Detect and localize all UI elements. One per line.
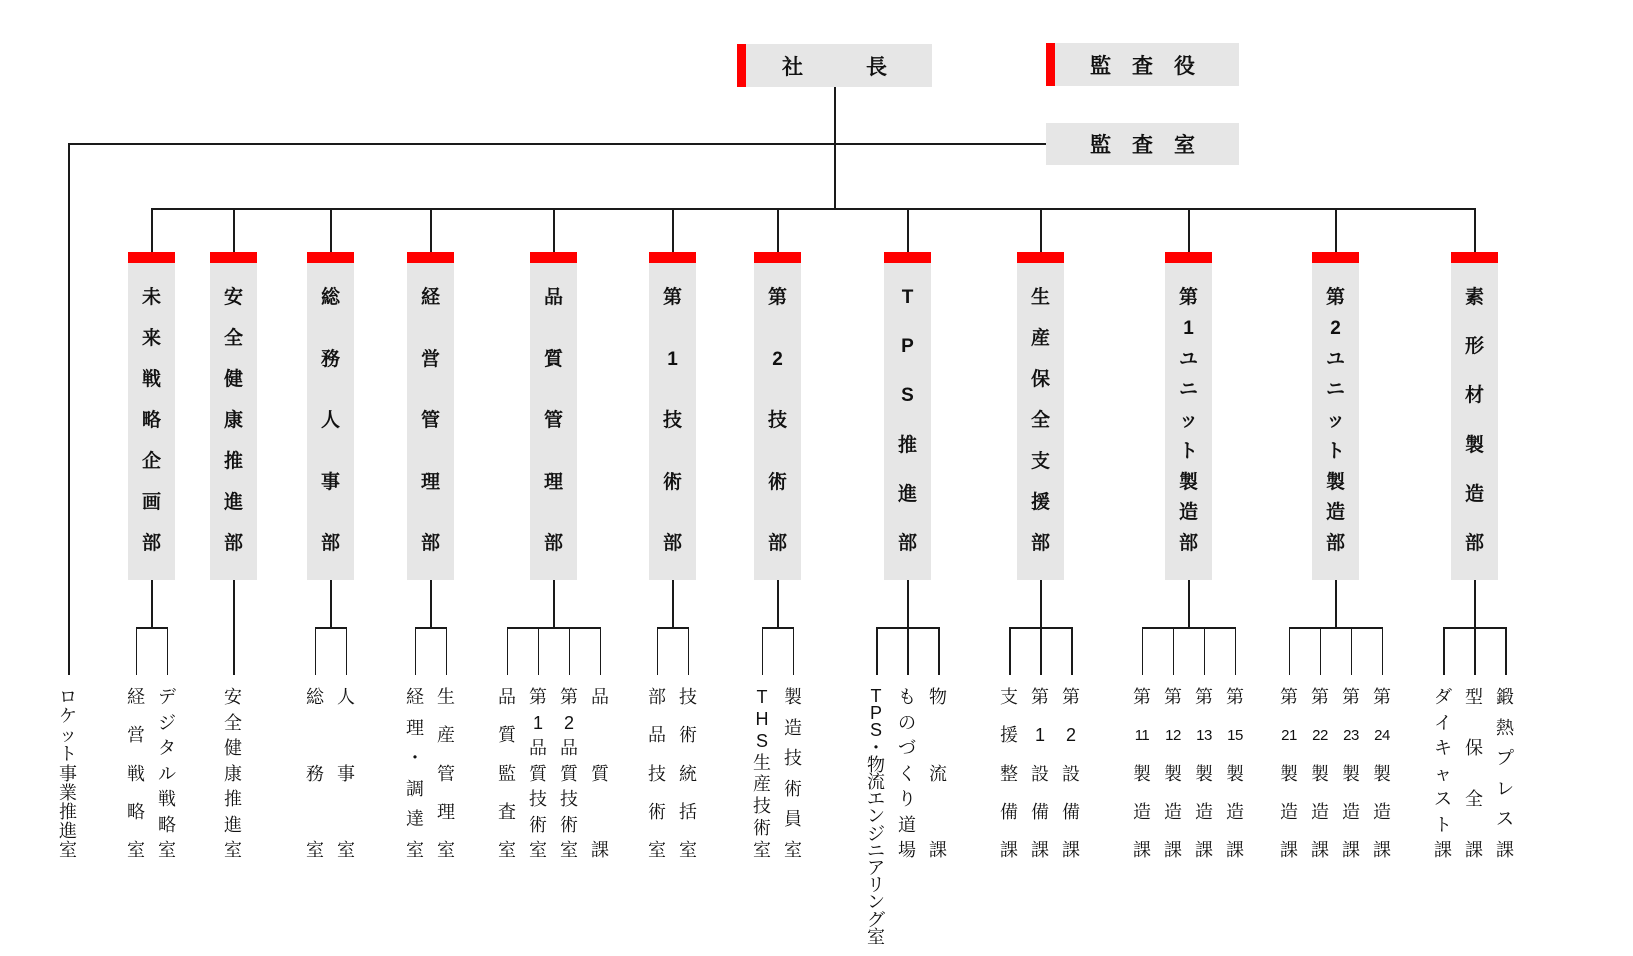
child-label: 品 質 監 査 室 xyxy=(498,687,516,860)
president-connector-line xyxy=(834,87,836,208)
child-label: 型 保 全 課 xyxy=(1465,687,1483,860)
child-stub-line xyxy=(688,627,690,675)
child-connector-line xyxy=(1188,580,1190,627)
department-box xyxy=(307,252,354,580)
department-label: 第 1 ユ ニ ッ ト 製 造 部 xyxy=(1178,287,1198,554)
auditor-box xyxy=(1046,43,1239,86)
child-label: デ ジ タ ル 戦 略 室 xyxy=(158,687,176,860)
child-stub-line xyxy=(1505,627,1507,675)
child-label: 第 2 品 質 技 術 室 xyxy=(560,687,578,860)
child-label: 第 1 設 備 課 xyxy=(1031,687,1049,860)
child-label: 第 23 製 造 課 xyxy=(1342,687,1360,860)
department-stub-line xyxy=(672,208,674,252)
child-stub-line xyxy=(1040,627,1042,675)
children-bar-line xyxy=(657,627,688,629)
child-stub-line xyxy=(1382,627,1384,675)
department-red-cap xyxy=(128,252,175,263)
child-label: 部 品 技 術 室 xyxy=(648,687,666,860)
children-bar-line xyxy=(315,627,346,629)
child-stub-line xyxy=(136,627,138,675)
child-connector-line xyxy=(907,580,909,627)
department-red-cap xyxy=(407,252,454,263)
child-stub-line xyxy=(507,627,509,675)
department-label: 第 1 技 術 部 xyxy=(662,287,682,554)
department-label: T P S 推 進 部 xyxy=(897,287,917,554)
child-label: 総 務 室 xyxy=(306,687,324,860)
department-box xyxy=(1165,252,1212,580)
rocket-office-connector-line xyxy=(68,143,70,675)
child-label: 経 営 戦 略 室 xyxy=(127,687,145,860)
department-stub-line xyxy=(1335,208,1337,252)
department-stub-line xyxy=(777,208,779,252)
child-label: 支 援 整 備 課 xyxy=(1000,687,1018,860)
auditor-red-bar xyxy=(1046,43,1055,86)
child-connector-line xyxy=(777,580,779,627)
child-label: T P S ・ 物 流 エ ン ジ ニ ア リ ン グ 室 xyxy=(867,686,885,947)
child-stub-line xyxy=(167,627,169,675)
department-red-cap xyxy=(1017,252,1064,263)
president-box xyxy=(737,44,932,87)
department-stub-line xyxy=(907,208,909,252)
child-connector-line xyxy=(430,580,432,627)
child-label: も の づ く り 道 場 xyxy=(898,687,916,860)
child-stub-line xyxy=(1474,627,1476,675)
department-label: 生 産 保 全 支 援 部 xyxy=(1030,287,1050,554)
audit-office-label: 監 査 室 xyxy=(1090,134,1195,157)
department-stub-line xyxy=(430,208,432,252)
child-label: 安 全 健 康 推 進 室 xyxy=(224,687,242,860)
department-box xyxy=(210,252,257,580)
department-label: 素 形 材 製 造 部 xyxy=(1464,287,1484,554)
child-label: 物 流 課 xyxy=(929,687,947,860)
child-connector-line xyxy=(1335,580,1337,627)
child-stub-line xyxy=(415,627,417,675)
department-stub-line xyxy=(1188,208,1190,252)
department-stub-line xyxy=(233,208,235,252)
department-box xyxy=(754,252,801,580)
child-stub-line xyxy=(569,627,571,675)
children-bar-line xyxy=(1142,627,1235,629)
department-red-cap xyxy=(884,252,931,263)
child-label: 品 質 課 xyxy=(591,687,609,860)
audit-connector-line xyxy=(68,143,1046,145)
department-box xyxy=(1017,252,1064,580)
rocket-office-label: ロ ケ ッ ト 事 業 推 進 室 xyxy=(59,687,77,860)
child-connector-line xyxy=(1474,580,1476,627)
department-label: 安 全 健 康 推 進 部 xyxy=(223,287,243,554)
department-box xyxy=(884,252,931,580)
child-label: 生 産 管 理 室 xyxy=(437,687,455,860)
child-stub-line xyxy=(1235,627,1237,675)
child-stub-line xyxy=(315,627,317,675)
department-red-cap xyxy=(210,252,257,263)
child-label: 製 造 技 術 員 室 xyxy=(784,687,802,860)
department-red-cap xyxy=(307,252,354,263)
department-box xyxy=(530,252,577,580)
child-stub-line xyxy=(446,627,448,675)
president-label: 社 長 xyxy=(782,55,887,79)
department-box xyxy=(407,252,454,580)
child-connector-line xyxy=(330,580,332,627)
child-stub-line xyxy=(1142,627,1144,675)
child-label: 技 術 統 括 室 xyxy=(679,687,697,860)
child-label: 第 12 製 造 課 xyxy=(1164,687,1182,860)
child-label: 経 理 ・ 調 達 室 xyxy=(406,687,424,860)
department-box xyxy=(1451,252,1498,580)
child-stub-line xyxy=(1320,627,1322,675)
child-stub-line xyxy=(793,627,795,675)
auditor-label: 監 査 役 xyxy=(1090,54,1195,78)
child-stub-line xyxy=(938,627,940,675)
department-label: 品 質 管 理 部 xyxy=(543,287,563,554)
child-label: 第 22 製 造 課 xyxy=(1311,687,1329,860)
department-stub-line xyxy=(553,208,555,252)
child-label: 第 15 製 造 課 xyxy=(1226,687,1244,860)
department-stub-line xyxy=(1474,208,1476,252)
child-stub-line xyxy=(876,627,878,675)
president-red-bar xyxy=(737,44,746,87)
department-label: 第 2 ユ ニ ッ ト 製 造 部 xyxy=(1325,287,1345,554)
child-stub-line xyxy=(1351,627,1353,675)
child-stub-line xyxy=(1204,627,1206,675)
child-label: ダ イ キ ャ ス ト 課 xyxy=(1434,687,1452,860)
child-stub-line xyxy=(1443,627,1445,675)
department-stub-line xyxy=(1040,208,1042,252)
child-label: 第 21 製 造 課 xyxy=(1280,687,1298,860)
department-box xyxy=(1312,252,1359,580)
child-stub-line xyxy=(1009,627,1011,675)
child-stub-line xyxy=(346,627,348,675)
child-label: 人 事 室 xyxy=(337,687,355,860)
children-bar-line xyxy=(762,627,793,629)
child-stub-line xyxy=(762,627,764,675)
child-connector-line xyxy=(233,580,235,675)
child-stub-line xyxy=(1289,627,1291,675)
department-box xyxy=(649,252,696,580)
child-label: 鍛 熱 プ レ ス 課 xyxy=(1496,687,1514,860)
child-label: T H S 生 産 技 術 室 xyxy=(753,687,771,860)
child-label: 第 2 設 備 課 xyxy=(1062,687,1080,860)
department-red-cap xyxy=(649,252,696,263)
child-connector-line xyxy=(672,580,674,627)
child-connector-line xyxy=(1040,580,1042,627)
department-label: 未 来 戦 略 企 画 部 xyxy=(141,287,161,554)
child-label: 第 11 製 造 課 xyxy=(1133,687,1151,860)
child-label: 第 24 製 造 課 xyxy=(1373,687,1391,860)
child-label: 第 1 品 質 技 術 室 xyxy=(529,687,547,860)
department-box xyxy=(128,252,175,580)
child-label: 第 13 製 造 課 xyxy=(1195,687,1213,860)
department-stub-line xyxy=(330,208,332,252)
children-bar-line xyxy=(1289,627,1382,629)
department-red-cap xyxy=(754,252,801,263)
child-connector-line xyxy=(553,580,555,627)
child-stub-line xyxy=(907,627,909,675)
department-label: 総 務 人 事 部 xyxy=(320,287,340,554)
children-bar-line xyxy=(136,627,167,629)
department-label: 第 2 技 術 部 xyxy=(767,287,787,554)
child-stub-line xyxy=(600,627,602,675)
children-bar-line xyxy=(415,627,446,629)
child-stub-line xyxy=(538,627,540,675)
department-red-cap xyxy=(1165,252,1212,263)
child-stub-line xyxy=(1071,627,1073,675)
child-stub-line xyxy=(1173,627,1175,675)
department-label: 経 営 管 理 部 xyxy=(420,287,440,554)
department-red-cap xyxy=(530,252,577,263)
department-bus-line xyxy=(151,208,1474,210)
department-red-cap xyxy=(1451,252,1498,263)
department-red-cap xyxy=(1312,252,1359,263)
audit-office-box xyxy=(1046,123,1239,165)
child-stub-line xyxy=(657,627,659,675)
department-stub-line xyxy=(151,208,153,252)
children-bar-line xyxy=(507,627,600,629)
child-connector-line xyxy=(151,580,153,627)
